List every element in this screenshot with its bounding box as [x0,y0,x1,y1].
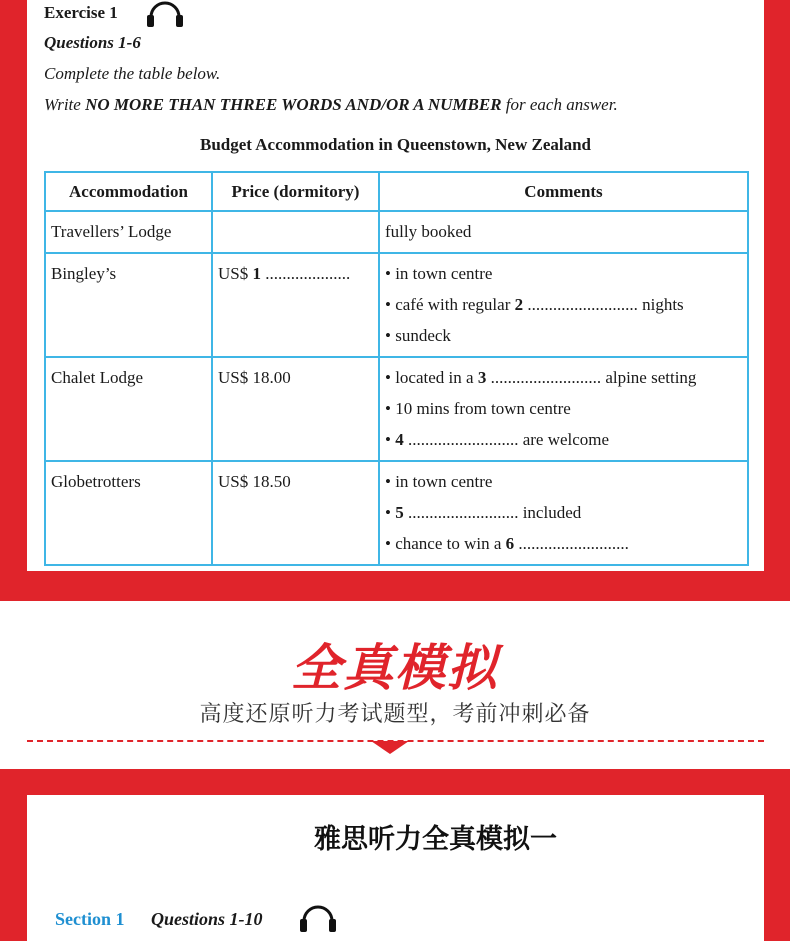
header-comments: Comments [379,172,748,211]
row-price: US$ 1 .................... [212,253,379,357]
banner-subtitle: 高度还原听力考试题型，考前冲刺必备 [199,702,591,727]
question-number: 5 [395,503,404,522]
answer-blank: .......................... nights [523,295,684,314]
comment-line: • 10 mins from town centre [385,399,571,418]
comment-line: • chance to win a 6 .......................... [385,534,629,553]
question-number: 6 [505,534,515,553]
questions-range: Questions 1-6 [44,33,141,52]
answer-blank: .......................... alpine setting [486,368,697,387]
section-questions: Questions 1-10 [151,909,263,929]
table-header-row [45,172,748,211]
row-comments [379,253,748,357]
row-name: Chalet Lodge [45,357,212,461]
answer-blank: .......................... are welcome [403,430,610,449]
row-comments [379,211,748,253]
instruction-word-limit: Write NO MORE THAN THREE WORDS AND/OR A NUMBER for each answer. [44,95,618,114]
comment-line: • in town centre [385,472,493,491]
comment-line: • in town centre [385,264,493,283]
answer-blank: .......................... included [403,503,582,522]
question-number: 2 [514,295,524,314]
headphones-icon [146,0,184,28]
row-name: Travellers’ Lodge [45,211,212,253]
comment-line: • café with regular 2 .......................... nights [385,295,684,314]
down-arrow-icon [371,741,409,754]
comment-line: • sundeck [385,326,451,345]
comment-line: • 5 .......................... included [385,503,582,522]
row-price: US$ 18.50 [212,461,379,565]
exercise-title: Exercise 1 [44,3,118,22]
table-row [45,253,748,357]
test-title: 雅思听力全真模拟一 [314,824,557,855]
question-number: 3 [477,368,487,387]
comment-line: • 4 .......................... are welcome [385,430,610,449]
row-price [212,211,379,253]
banner-title: 全真模拟 [291,639,499,697]
question-number: 4 [395,430,404,449]
table-row [45,461,748,565]
accommodation-table [44,171,749,566]
row-comments [379,357,748,461]
table-row [45,211,748,253]
answer-blank: .................... [260,264,351,283]
table-title: Budget Accommodation in Queenstown, New Zealand [199,135,592,154]
exercise-card [27,0,764,571]
instruction-complete: Complete the table below. [44,64,221,83]
question-number: 1 [252,264,261,283]
header-price: Price (dormitory) [212,172,379,211]
test-card [27,795,764,941]
header-accommodation: Accommodation [45,172,212,211]
row-price: US$ 18.00 [212,357,379,461]
comment-line: • located in a 3 .......................... alpine setting [385,368,697,387]
section-label: Section 1 [55,909,125,929]
comment-line: fully booked [385,222,472,241]
row-comments [379,461,748,565]
row-name: Globetrotters [45,461,212,565]
row-name: Bingley’s [45,253,212,357]
answer-blank: .......................... [514,534,629,553]
table-row [45,357,748,461]
headphones-icon [299,903,337,933]
